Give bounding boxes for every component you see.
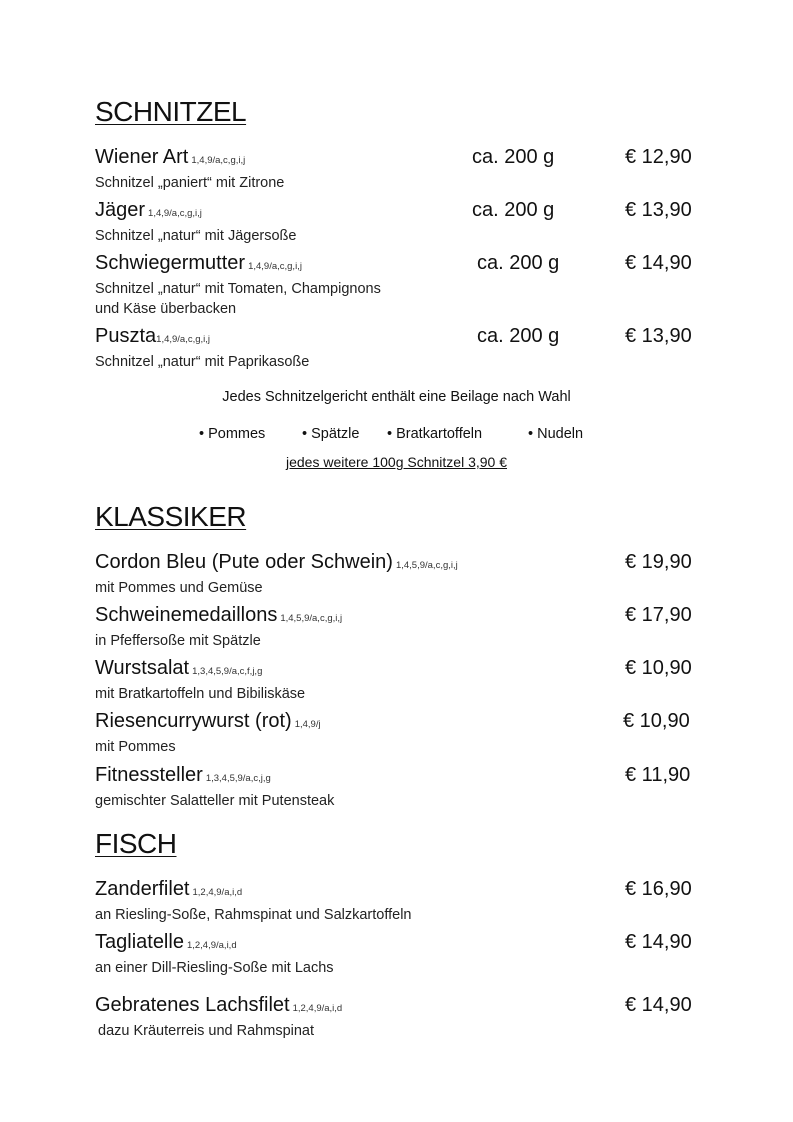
item-price: € 10,90 [625,657,692,679]
item-price: € 13,90 [625,325,692,347]
menu-item-schweinemedaillons [95,603,705,651]
item-price: € 16,90 [625,878,692,900]
menu-item-wiener-art [95,145,705,193]
item-weight: ca. 200 g [472,146,555,168]
item-description: in Pfeffersoße mit Spätzle [95,633,261,649]
item-name: Schwiegermutter [95,252,246,274]
item-description: an einer Dill-Riesling-Soße mit Lachs [95,960,334,976]
item-price: € 19,90 [625,551,692,573]
item-name: Riesencurrywurst (rot) [95,710,292,732]
item-description: mit Bratkartoffeln und Bibiliskäse [95,686,306,702]
item-name: Wiener Art [95,146,189,168]
item-price: € 14,90 [625,252,692,274]
item-description: dazu Kräuterreis und Rahmspinat [98,1023,315,1039]
menu-item-lachsfilet [95,993,705,1041]
menu-item-riesencurrywurst [95,709,705,757]
side-option: • Bratkartoffeln [387,426,483,442]
section-title-fisch: FISCH [95,828,177,859]
menu-item-puszta [95,324,705,372]
side-option: • Nudeln [528,426,584,442]
allergen-codes: 1,4,9/a,c,g,i,j [148,208,202,219]
item-description-line-2: und Käse überbacken [95,301,237,317]
item-name: Zanderfilet [95,878,190,900]
item-price: € 13,90 [625,199,692,221]
allergen-codes: 1,4,9/a,c,g,i,j [191,155,246,166]
item-description: an Riesling-Soße, Rahmspinat und Salzkartoffeln [95,907,412,923]
item-name: Wurstsalat [95,657,190,679]
item-name: Cordon Bleu (Pute oder Schwein) [95,551,393,573]
section-title-schnitzel: SCHNITZEL [95,96,247,127]
allergen-codes: 1,2,4,9/a,i,d [192,887,243,898]
item-name: Fitnessteller [95,764,203,786]
menu-item-fitnessteller [95,763,705,811]
menu-item-cordon-bleu [95,550,705,598]
item-weight: ca. 200 g [472,199,555,221]
item-price: € 14,90 [625,994,692,1016]
allergen-codes: 1,4,9/j [294,719,321,730]
item-price: € 14,90 [625,931,692,953]
side-dish-note: Jedes Schnitzelgericht enthält eine Beilage nach Wahl [222,389,571,405]
item-description: mit Pommes und Gemüse [95,580,263,596]
item-price: € 17,90 [625,604,692,626]
allergen-codes: 1,3,4,5,9/a,c,j,g [205,773,271,784]
allergen-codes: 1,2,4,9/a,i,d [292,1003,343,1014]
section-title-klassiker: KLASSIKER [95,501,247,532]
allergen-codes: 1,4,5,9/a,c,g,i,j [395,560,458,571]
item-name: Puszta [95,325,157,347]
allergen-codes: 1,4,9/a,c,g,i,j [248,261,302,272]
item-weight: ca. 200 g [477,252,560,274]
item-description: Schnitzel „natur“ mit Tomaten, Champignons [95,281,381,297]
item-price: € 11,90 [625,764,691,786]
item-description: Schnitzel „natur“ mit Jägersoße [95,228,297,244]
side-option: • Pommes [199,426,266,442]
item-price: € 10,90 [623,710,690,732]
item-description: mit Pommes [95,739,176,755]
item-name: Gebratenes Lachsfilet [95,994,290,1016]
menu-item-schwiegermutter [95,251,705,319]
allergen-codes: 1,3,4,5,9/a,c,f,j,g [192,666,263,677]
item-description: gemischter Salatteller mit Putensteak [95,793,335,809]
item-price: € 12,90 [625,146,692,168]
menu-item-zanderfilet [95,877,705,925]
item-name: Schweinemedaillons [95,604,278,626]
allergen-codes: 1,4,5,9/a,c,g,i,j [280,613,343,624]
menu-item-tagliatelle [95,930,705,978]
menu-item-wurstsalat [95,656,705,704]
item-description: Schnitzel „natur“ mit Paprikasoße [95,354,310,370]
allergen-codes: 1,2,4,9/a,i,d [186,940,237,951]
extra-schnitzel-text: jedes weitere 100g Schnitzel 3,90 € [285,454,508,470]
item-name: Jäger [95,199,146,221]
item-name: Tagliatelle [95,931,184,953]
extra-schnitzel-note [0,454,793,470]
side-option: • Spätzle [302,426,360,442]
item-description: Schnitzel „paniert“ mit Zitrone [95,175,285,191]
allergen-codes: 1,4,9/a,c,g,i,j [156,334,211,345]
item-weight: ca. 200 g [477,325,560,347]
menu-item-jaeger [95,198,705,246]
